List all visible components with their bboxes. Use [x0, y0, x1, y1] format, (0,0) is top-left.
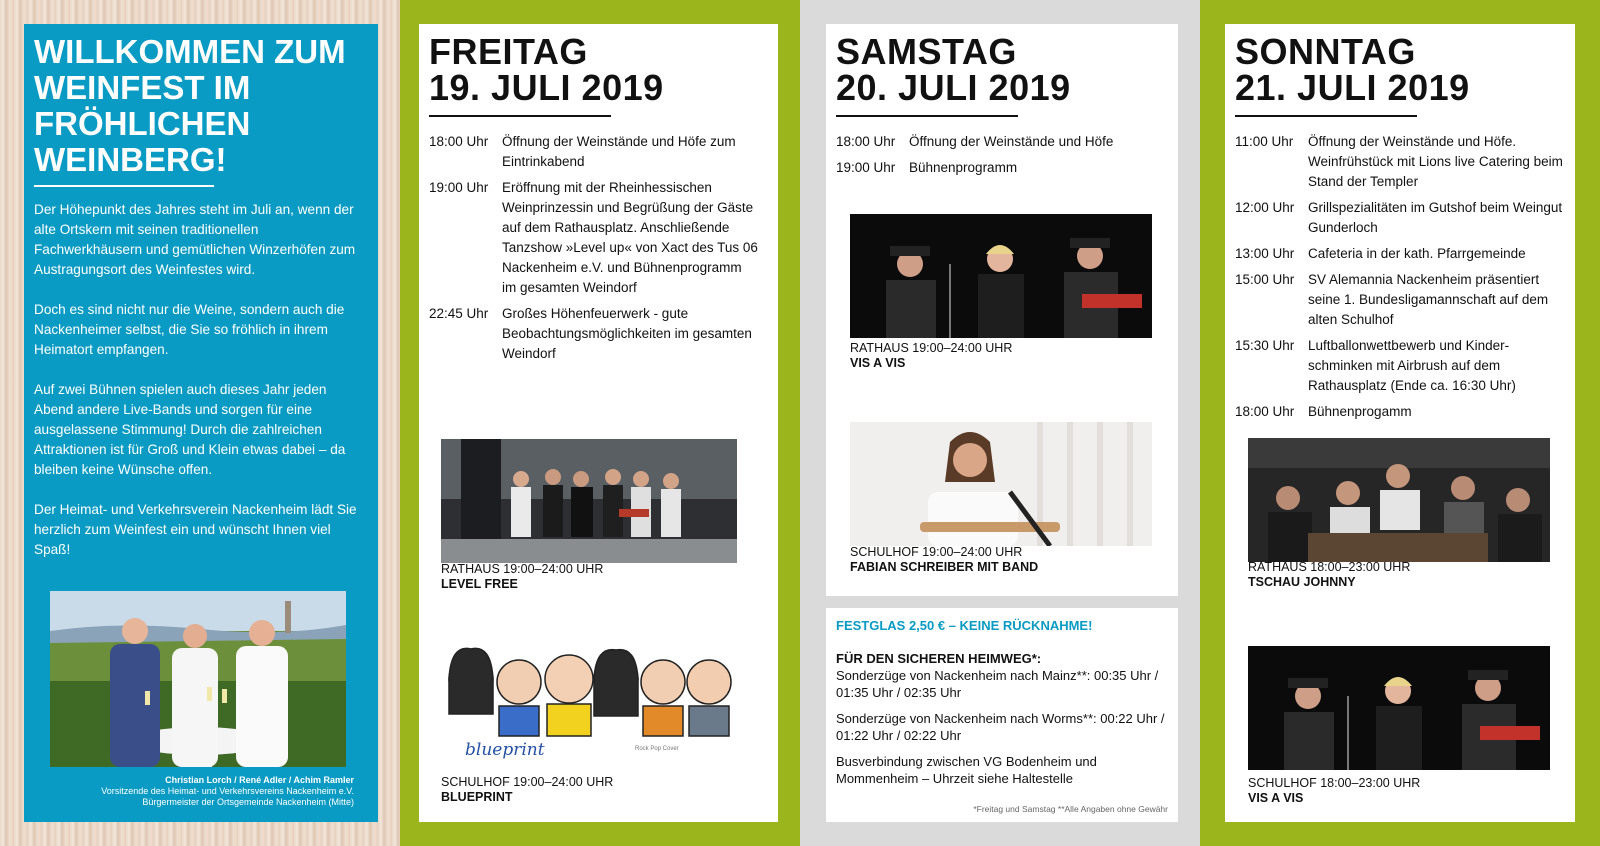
band-name: VIS A VIS: [850, 356, 906, 370]
intro-paragraph: Doch es sind nicht nur die Weine, sondern auch die Nackenheimer selbst, die Sie so fröhlich in ihrem Heimatort empfangen.: [34, 302, 345, 357]
schedule-text: Großes Höhenfeuerwerk - gute Beobachtungsmöglichkeiten im gesamten Weindorf: [502, 306, 752, 361]
venue-block: [850, 545, 1038, 575]
transport-line: Sonderzüge von Nackenheim nach Mainz**: 00:35 Uhr / 01:35 Uhr / 02:35 Uhr: [836, 668, 1159, 700]
band-name: VIS A VIS: [1248, 791, 1304, 805]
schedule-row: [1235, 198, 1567, 238]
venue-block: [1248, 560, 1410, 590]
schedule-time: 18:00 Uhr: [429, 134, 489, 149]
schedule-row: [1235, 336, 1567, 396]
caption-line: Bürgermeister der Ortsgemeinde Nackenheim (Mitte): [142, 797, 354, 807]
venue-time: SCHULHOF 19:00–24:00 UHR: [850, 545, 1023, 559]
sunday-panel: [1200, 0, 1600, 846]
divider: [34, 185, 214, 187]
schedule-row: [1235, 244, 1567, 264]
divider: [836, 115, 1018, 117]
schedule-text: Bühnenprogamm: [1308, 404, 1412, 419]
schedule-row: [1235, 270, 1567, 330]
schedule-text: Öffnung der Weinstände und Höfe. Weinfrühstück mit Lions live Catering beim Stand der Templer: [1308, 134, 1563, 189]
schedule-row: [429, 304, 759, 364]
schedule-text: Grillspezialitäten im Gutshof beim Weingut Gunderloch: [1308, 200, 1563, 235]
sunday-card: [1225, 24, 1575, 822]
schedule-row: [1235, 402, 1567, 422]
schedule-row: [1235, 132, 1567, 192]
schedule-time: 12:00 Uhr: [1235, 200, 1295, 215]
schedule-text: Cafeteria in der kath. Pfarrgemeinde: [1308, 246, 1526, 261]
day-name: FREITAG: [429, 31, 588, 72]
band-photo: [1248, 646, 1550, 770]
caption-names: Christian Lorch / René Adler / Achim Ramler: [165, 775, 354, 785]
caption-line: Vorsitzende des Heimat- und Verkehrsvereins Nackenheim e.V.: [101, 786, 354, 796]
intro-paragraph: Der Höhepunkt des Jahres steht im Juli an, wenn der alte Ortskern mit seinen traditionellen Fachwerkhäusern und gemütlichen Winzerhöfen zum Austragungsort des Weinfestes wird.: [34, 202, 356, 277]
schedule-row: [429, 178, 759, 298]
schedule: [836, 132, 1166, 184]
day-heading: [429, 31, 769, 108]
schedule-time: 11:00 Uhr: [1235, 134, 1294, 149]
venue-time: SCHULHOF 18:00–23:00 UHR: [1248, 776, 1421, 790]
band-photo: [850, 214, 1152, 338]
musician-photo: [850, 422, 1152, 546]
intro-paragraph: Der Heimat- und Verkehrsverein Nackenheim lädt Sie herzlich zum Weinfest ein und wünscht Ihnen viel Spaß!: [34, 502, 357, 557]
schedule-time: 19:00 Uhr: [836, 160, 896, 175]
schedule-row: [429, 132, 759, 172]
band-name: FABIAN SCHREIBER MIT BAND: [850, 560, 1039, 574]
divider: [429, 115, 611, 117]
transport-heading: FÜR DEN SICHEREN HEIMWEG*:: [836, 651, 1042, 666]
venue-time: RATHAUS 18:00–23:00 UHR: [1248, 560, 1411, 574]
schedule-text: Bühnenprogramm: [909, 160, 1018, 175]
welcome-text: [34, 200, 364, 580]
schedule-text: Luftballonwettbewerb und Kinder-schminken mit Airbrush auf dem Rathausplatz (Ende ca. 16:30 Uhr): [1308, 338, 1516, 393]
band-photo: [441, 439, 737, 563]
welcome-card: [24, 24, 378, 822]
transport-line: Busverbindung zwischen VG Bodenheim und Mommenheim – Uhrzeit siehe Haltestelle: [836, 754, 1097, 786]
blueprint-tagline: Rock Pop Cover: [635, 746, 679, 752]
day-name: SAMSTAG: [836, 31, 1017, 72]
schedule-text: Eröffnung mit der Rheinhessischen Weinprinzessin und Begrüßung der Gäste auf dem Rathausplatz. Anschließende Tanzshow »Level up« von Xact des Tus 06 Nackenheim e.V. und Bühnenprogramm im gesamten Weindorf: [502, 180, 758, 295]
schedule-text: Öffnung der Weinstände und Höfe zum Eintrinkabend: [502, 134, 736, 169]
venue-block: [441, 775, 613, 805]
schedule: [1235, 132, 1567, 428]
transport-line: Sonderzüge von Nackenheim nach Worms**: 00:22 Uhr / 01:22 Uhr / 02:22 Uhr: [836, 711, 1165, 743]
venue-time: SCHULHOF 19:00–24:00 UHR: [441, 775, 614, 789]
blueprint-caricature: [441, 634, 737, 764]
schedule-row: [836, 158, 1166, 178]
schedule-text: SV Alemannia Nackenheim präsentiert seine 1. Bundesligamannschaft auf dem alten Schulhof: [1308, 272, 1549, 327]
friday-panel: [400, 0, 800, 846]
blueprint-logo: blueprint: [465, 740, 545, 760]
schedule-time: 22:45 Uhr: [429, 306, 489, 321]
band-name: TSCHAU JOHNNY: [1248, 575, 1356, 589]
schedule-time: 19:00 Uhr: [429, 180, 489, 195]
band-photo: [1248, 438, 1550, 562]
saturday-panel: [800, 0, 1200, 846]
schedule-time: 15:00 Uhr: [1235, 272, 1295, 287]
intro-paragraph: Auf zwei Bühnen spielen auch dieses Jahr jeden Abend andere Live-Bands und sorgen für eine ausgelassene Stimmung! Durch die zahlreichen Attraktionen ist für Groß und Klein etwas dabei – da bleiben keine Wünsche offen.: [34, 382, 346, 477]
venue-block: [1248, 776, 1420, 806]
venue-block: [441, 562, 603, 592]
band-name: LEVEL FREE: [441, 577, 518, 591]
welcome-panel: [0, 0, 400, 846]
venue-time: RATHAUS 19:00–24:00 UHR: [850, 341, 1013, 355]
day-date: 19. JULI 2019: [429, 67, 664, 108]
info-card: [826, 608, 1178, 822]
schedule-time: 13:00 Uhr: [1235, 246, 1295, 261]
footnote: *Freitag und Samstag **Alle Angaben ohne Gewähr: [973, 804, 1168, 814]
venue-time: RATHAUS 19:00–24:00 UHR: [441, 562, 604, 576]
schedule-time: 18:00 Uhr: [836, 134, 896, 149]
festglas-notice: FESTGLAS 2,50 € – KEINE RÜCKNAHME!: [836, 618, 1093, 633]
friday-card: [419, 24, 778, 822]
day-heading: [1235, 31, 1575, 108]
day-date: 21. JULI 2019: [1235, 67, 1470, 108]
divider: [1235, 115, 1417, 117]
schedule: [429, 132, 759, 370]
schedule-row: [836, 132, 1166, 152]
photo-caption: [34, 775, 354, 808]
schedule-text: Öffnung der Weinstände und Höfe: [909, 134, 1114, 149]
band-name: BLUEPRINT: [441, 790, 513, 804]
officials-photo: [50, 591, 346, 767]
day-date: 20. JULI 2019: [836, 67, 1071, 108]
welcome-title: WILLKOMMEN ZUM WEINFEST IM FRÖHLICHEN WEINBERG!: [34, 33, 346, 178]
day-name: SONNTAG: [1235, 31, 1416, 72]
schedule-time: 15:30 Uhr: [1235, 338, 1295, 353]
saturday-card: [826, 24, 1178, 596]
venue-block: [850, 341, 1012, 371]
day-heading: [836, 31, 1176, 108]
schedule-time: 18:00 Uhr: [1235, 404, 1295, 419]
transport-info: [836, 650, 1166, 796]
